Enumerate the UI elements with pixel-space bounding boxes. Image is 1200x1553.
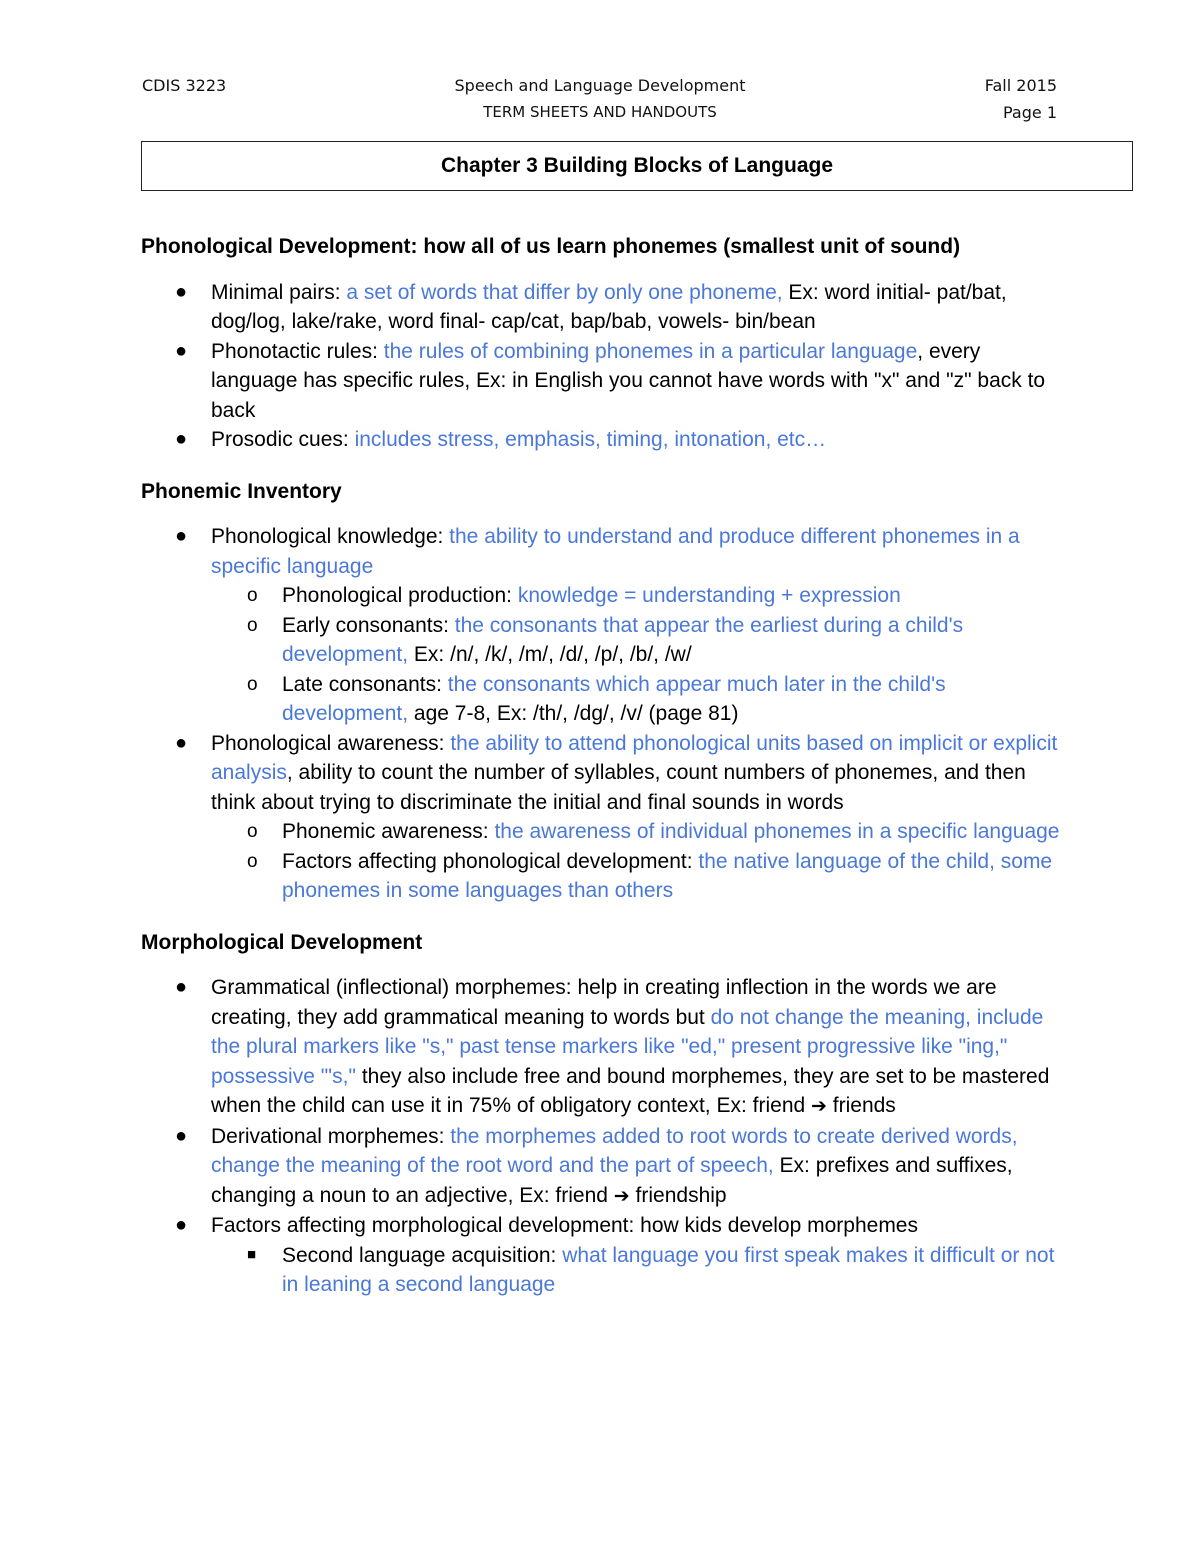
morph-factors-sublist	[211, 1241, 1071, 1300]
phonological-list	[141, 278, 1071, 455]
definition: knowledge = understanding + expression	[517, 584, 901, 607]
list-item-morphological-factors	[141, 1211, 1071, 1300]
section-heading-inventory: Phonemic Inventory	[141, 479, 342, 503]
arrow-right-icon: ➔	[811, 1095, 827, 1117]
list-item-phonotactic-rules	[141, 337, 1071, 426]
definition: the native language of the child, some phonemes in some languages than others	[282, 849, 1053, 902]
definition: the rules of combining phonemes in a particular language	[383, 339, 918, 363]
list-item-phonological-awareness	[141, 729, 1071, 906]
section-heading-morphological: Morphological Development	[141, 930, 423, 954]
term: Phonotactic rules:	[211, 339, 384, 363]
term: Factors affecting phonological development:	[282, 849, 699, 873]
term: Second language acquisition:	[282, 1243, 563, 1267]
bullet-circle-icon: o	[247, 614, 258, 636]
detail: Ex: word initial- pat/bat, dog/log, lake/rake, word final- cap/cat, bap/bab, vowels- bin/bean	[211, 280, 1007, 333]
bullet-circle-icon: o	[247, 673, 258, 695]
detail: age 7-8, Ex: /th/, /dg/, /v/ (page 81)	[408, 702, 739, 725]
list-item-second-language	[211, 1241, 1071, 1300]
definition: the morphemes added to root words to create derived words, change the meaning of the root word and the part of speech,	[211, 1124, 1018, 1177]
list-item-phonological-production	[211, 581, 1071, 611]
header-subtitle: TERM SHEETS AND HANDOUTS	[483, 103, 717, 121]
document-body	[141, 232, 1071, 1300]
header-course: CDIS 3223	[142, 76, 227, 95]
detail: friends	[826, 1094, 896, 1117]
definition: the ability to attend phonological units based on implicit or explicit analysis	[211, 731, 1058, 784]
bullet-disc-icon: ●	[175, 1124, 188, 1147]
bullet-circle-icon: o	[247, 850, 258, 872]
detail: Grammatical (inflectional) morphemes: help in creating inflection in the words we are creating, they add grammatical meaning to words but	[211, 976, 997, 1029]
detail: , ability to count the number of syllables, count numbers of phonemes, and then think about trying to discriminate the initial and final sounds in words	[211, 761, 1026, 814]
bullet-circle-icon: o	[247, 585, 258, 606]
term: Early consonants:	[282, 613, 455, 637]
definition: the awareness of individual phonemes in a specific language	[494, 820, 1060, 843]
bullet-disc-icon: ●	[175, 280, 188, 303]
detail: Factors affecting morphological development: how kids develop morphemes	[211, 1214, 918, 1237]
definition: includes stress, emphasis, timing, intonation, etc…	[354, 428, 827, 451]
bullet-circle-icon: o	[247, 821, 258, 842]
header-term: Fall 2015	[984, 76, 1057, 95]
inventory-list	[141, 522, 1071, 906]
list-item-phonological-knowledge	[141, 522, 1071, 729]
detail: friendship	[629, 1183, 727, 1207]
header-subject: Speech and Language Development	[454, 76, 746, 95]
bullet-disc-icon: ●	[175, 428, 188, 450]
term: Prosodic cues:	[211, 428, 355, 451]
list-item-minimal-pairs	[141, 278, 1071, 337]
bullet-disc-icon: ●	[175, 525, 188, 547]
definition: the consonants that appear the earliest during a child's development,	[282, 613, 964, 666]
list-item-derivational-morphemes	[141, 1122, 1071, 1212]
definition: do not change the meaning, include the plural markers like "s," past tense markers like "ed," present progressive like "ing," possessive "'s,"	[211, 1005, 1044, 1088]
term: Late consonants:	[282, 672, 448, 696]
term: Phonological awareness:	[211, 731, 451, 755]
chapter-title: Chapter 3 Building Blocks of Language	[440, 154, 834, 177]
list-item-phonological-factors	[211, 847, 1071, 906]
header-page-number: Page 1	[1003, 103, 1057, 122]
bullet-disc-icon: ●	[175, 1214, 188, 1236]
bullet-disc-icon: ●	[175, 976, 188, 998]
term: Minimal pairs:	[211, 280, 347, 304]
term: Phonological production:	[282, 584, 518, 607]
detail: , every language has specific rules, Ex: in English you cannot have words with "x" and "z" back to back	[211, 339, 1046, 422]
list-item-early-consonants	[211, 611, 1071, 670]
term: Phonemic awareness:	[282, 820, 495, 843]
morphological-list	[141, 973, 1071, 1300]
term: Derivational morphemes:	[211, 1124, 451, 1148]
bullet-disc-icon: ●	[175, 731, 188, 754]
detail: Ex: /n/, /k/, /m/, /d/, /p/, /b/, /w/	[408, 643, 692, 666]
bullet-disc-icon: ●	[175, 339, 188, 362]
definition: the ability to understand and produce different phonemes in a specific language	[211, 525, 1020, 578]
knowledge-sublist	[211, 581, 1071, 729]
detail: Ex: prefixes and suffixes, changing a noun to an adjective, Ex: friend	[211, 1154, 1013, 1207]
arrow-right-icon: ➔	[613, 1184, 630, 1207]
list-item-grammatical-morphemes	[141, 973, 1071, 1122]
detail: they also include free and bound morphemes, they are set to be mastered when the child can use it in 75% of obligatory context, Ex: friend	[211, 1064, 1050, 1117]
awareness-sublist	[211, 817, 1071, 906]
chapter-title-box	[141, 141, 1133, 191]
term: Phonological knowledge:	[211, 525, 450, 548]
list-item-late-consonants	[211, 670, 1071, 729]
definition: a set of words that differ by only one phoneme,	[346, 280, 783, 304]
list-item-phonemic-awareness	[211, 817, 1071, 847]
section-heading-phonological: Phonological Development: how all of us learn phonemes (smallest unit of sound)	[141, 235, 961, 258]
definition: what language you first speak makes it difficult or not in leaning a second language	[282, 1243, 1055, 1296]
list-item-prosodic-cues	[141, 425, 1071, 455]
bullet-square-icon: ■	[247, 1245, 257, 1263]
definition: the consonants which appear much later in the child's development,	[282, 672, 946, 725]
